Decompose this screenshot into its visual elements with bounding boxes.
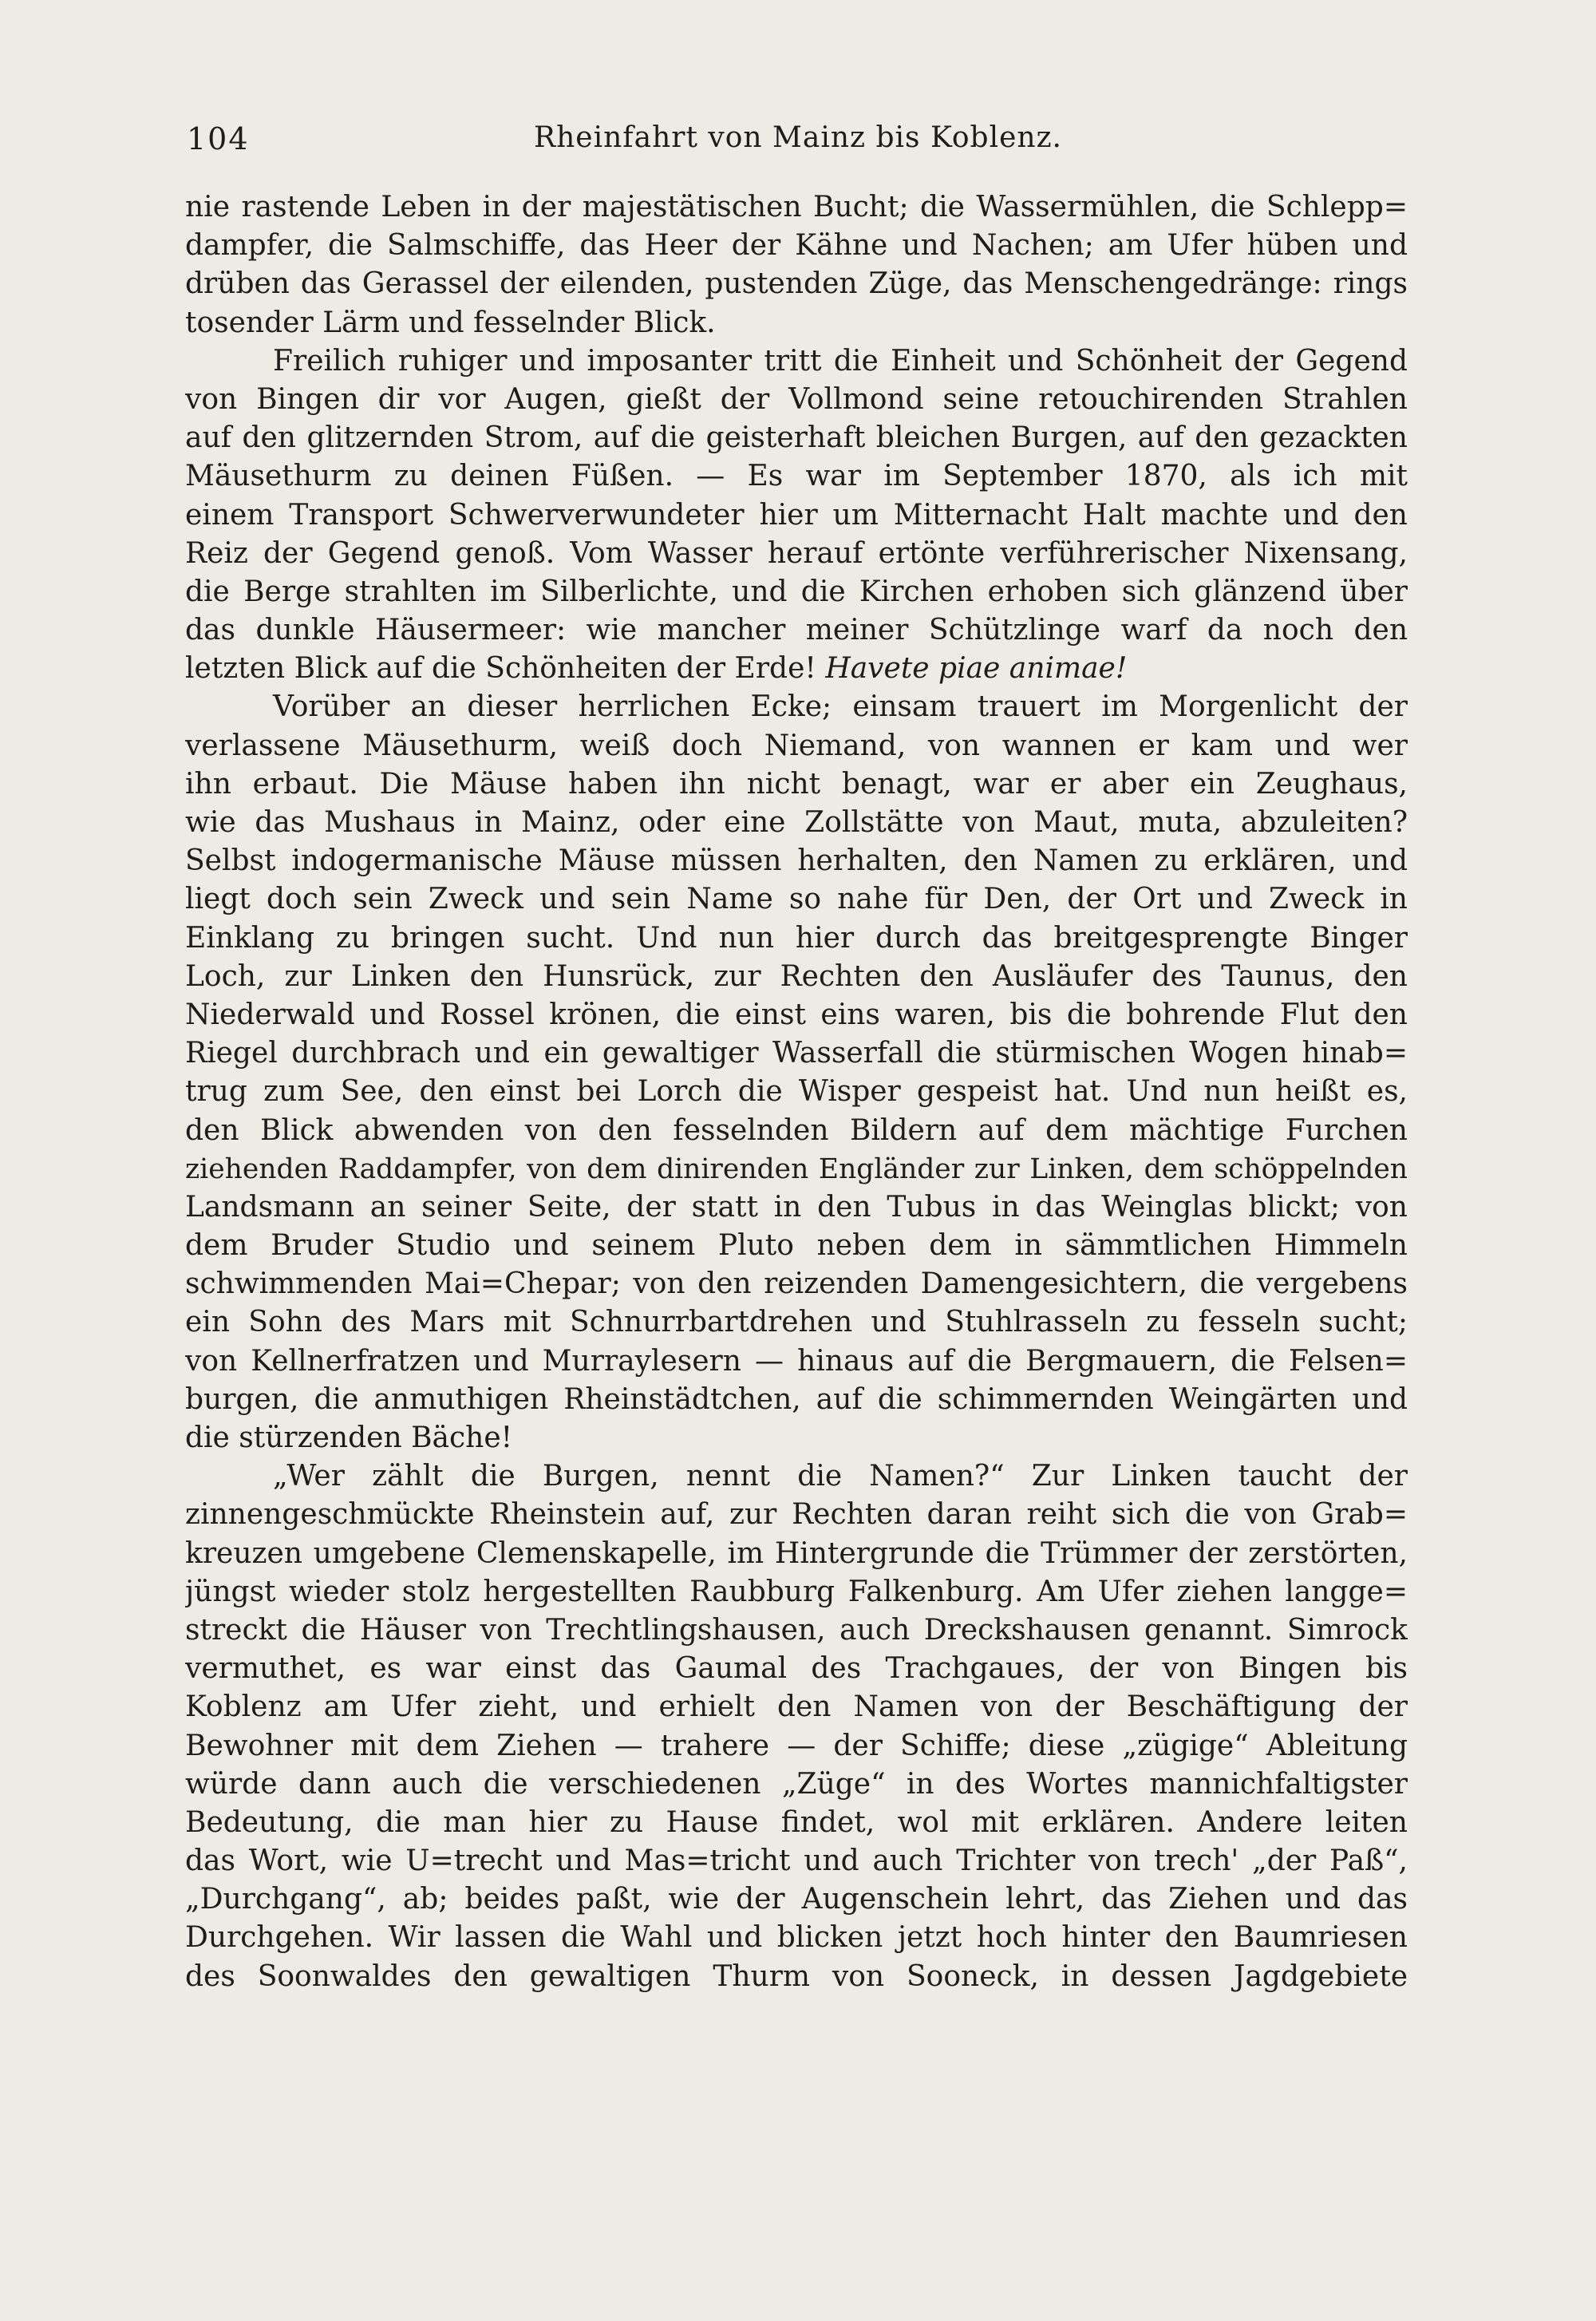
- line-text: ziehenden Raddampfer, von dem dinirenden Engländer zur Linken, dem schöppelnden: [185, 1153, 1408, 1185]
- line-text: Freilich ruhiger und imposanter tritt die Einheit und Schönheit der Gegend: [273, 344, 1408, 378]
- line-text: Bewohner mit dem Ziehen — trahere — der Schiffe; diese „zügige“ Ableitung: [185, 1729, 1408, 1762]
- line-text: tosender Lärm und fesselnder Blick.: [185, 306, 716, 339]
- line-text: letzten Blick auf die Schönheiten der Erde!: [185, 652, 816, 686]
- text-line: [185, 1150, 1408, 1188]
- text-line: [185, 688, 1408, 726]
- text-line: [185, 496, 1408, 535]
- line-text: streckt die Häuser von Trechtlingshausen, auch Dreckshausen genannt. Simrock: [185, 1613, 1408, 1647]
- text-line: [185, 1804, 1408, 1842]
- text-line: [185, 1842, 1408, 1880]
- text-line: [185, 342, 1408, 381]
- line-text: Durchgehen. Wir lassen die Wahl und blicken jetzt hoch hinter den Baumriesen: [185, 1921, 1408, 1955]
- text-line: [185, 1419, 1408, 1457]
- line-text: die stürzenden Bäche!: [185, 1421, 513, 1454]
- text-line: [185, 1688, 1408, 1726]
- line-text: würde dann auch die verschiedenen „Züge“ in des Wortes mannichfaltigster: [185, 1767, 1408, 1801]
- text-line: [185, 1573, 1408, 1611]
- text-line: [185, 958, 1408, 996]
- line-text: Mäusethurm zu deinen Füßen. — Es war im September 1870, als ich mit: [185, 460, 1408, 493]
- text-line: [185, 265, 1408, 303]
- line-text: verlassene Mäusethurm, weiß doch Niemand, von wannen er kam und wer: [185, 729, 1408, 762]
- text-line: [185, 1112, 1408, 1150]
- line-text: die Berge strahlten im Silberlichte, und die Kirchen erhoben sich glänzend über: [185, 575, 1408, 608]
- text-line: [185, 1958, 1408, 1996]
- line-text: ihn erbaut. Die Mäuse haben ihn nicht benagt, war er aber ein Zeughaus,: [185, 767, 1408, 801]
- line-text: Reiz der Gegend genoß. Vom Wasser herauf ertönte verführerischer Nixensang,: [185, 536, 1408, 570]
- line-text: Niederwald und Rossel krönen, die einst eins waren, bis die bohrende Flut den: [185, 998, 1408, 1031]
- page-number: 104: [187, 121, 250, 156]
- text-line: [185, 1650, 1408, 1688]
- line-text: trug zum See, den einst bei Lorch die Wisper gespeist hat. Und nun heißt es,: [185, 1075, 1408, 1109]
- text-line: [185, 996, 1408, 1034]
- text-line: [185, 1227, 1408, 1265]
- line-text: Vorüber an dieser herrlichen Ecke; einsam trauert im Morgenlicht der: [273, 690, 1408, 724]
- line-text: auf den glitzernden Strom, auf die geisterhaft bleichen Burgen, auf den gezackten: [185, 421, 1408, 455]
- text-line: [185, 1034, 1408, 1073]
- line-text: Einklang zu bringen sucht. Und nun hier durch das breitgesprengte Binger: [185, 921, 1408, 955]
- text-line: [185, 880, 1408, 919]
- line-text: jüngst wieder stolz hergestellten Raubburg Falkenburg. Am Ufer ziehen langge=: [185, 1575, 1408, 1608]
- text-line: [185, 611, 1408, 650]
- line-text: Riegel durchbrach und ein gewaltiger Wasserfall die stürmischen Wogen hinab=: [185, 1037, 1408, 1070]
- text-line: [185, 727, 1408, 765]
- text-line: [185, 1457, 1408, 1496]
- text-line: [185, 1073, 1408, 1111]
- text-line: [185, 381, 1408, 419]
- text-line: [185, 1303, 1408, 1342]
- line-text: zinnengeschmückte Rheinstein auf, zur Rechten daran reiht sich die von Grab=: [185, 1498, 1408, 1532]
- line-text: das dunkle Häusermeer: wie mancher meiner Schützlinge warf da noch den: [185, 614, 1408, 647]
- text-line: [185, 573, 1408, 611]
- line-text: den Blick abwenden von den fesselnden Bildern auf dem mächtige Furchen: [185, 1113, 1408, 1147]
- text-line: [185, 1727, 1408, 1765]
- text-line: [185, 457, 1408, 496]
- line-text: von Bingen dir vor Augen, gießt der Vollmond seine retouchirenden Strahlen: [185, 382, 1408, 416]
- line-text: des Soonwaldes den gewaltigen Thurm von Sooneck, in dessen Jagdgebiete: [185, 1959, 1408, 1993]
- text-line: [185, 1496, 1408, 1534]
- line-text: ein Sohn des Mars mit Schnurrbartdrehen und Stuhlrasseln zu fesseln sucht;: [185, 1306, 1408, 1339]
- line-text: wie das Mushaus in Mainz, oder eine Zollstätte von Maut, muta, abzuleiten?: [185, 806, 1408, 839]
- line-text: „Wer zählt die Burgen, nennt die Namen?“ Zur Linken taucht der: [273, 1460, 1408, 1493]
- text-line: [185, 919, 1408, 958]
- line-text: kreuzen umgebene Clemenskapelle, im Hintergrunde die Trümmer der zerstörten,: [185, 1536, 1408, 1570]
- text-line: [185, 842, 1408, 880]
- line-text: Bedeutung, die man hier zu Hause findet, wol mit erklären. Andere leiten: [185, 1805, 1408, 1839]
- text-line: [185, 1535, 1408, 1573]
- text-line: [185, 419, 1408, 457]
- line-text: vermuthet, es war einst das Gaumal des Trachgaues, der von Bingen bis: [185, 1652, 1408, 1686]
- page-header: [185, 121, 1411, 169]
- text-line: [185, 1381, 1408, 1419]
- text-line: [185, 765, 1408, 804]
- line-text: von Kellnerfratzen und Murraylesern — hinaus auf die Bergmauern, die Felsen=: [185, 1344, 1408, 1378]
- text-line: [185, 304, 1408, 342]
- text-line: [185, 1611, 1408, 1650]
- text-line: [185, 535, 1408, 573]
- line-text: das Wort, wie U=trecht und Mas=tricht und auch Trichter von trech' „der Paß“,: [185, 1845, 1408, 1878]
- text-line: [185, 1919, 1408, 1957]
- text-line: [185, 650, 1408, 688]
- text-line: [185, 1765, 1408, 1804]
- line-text: Selbst indogermanische Mäuse müssen herhalten, den Namen zu erklären, und: [185, 844, 1408, 878]
- line-text: Loch, zur Linken den Hunsrück, zur Rechten den Ausläufer des Taunus, den: [185, 959, 1408, 993]
- line-text: Landsmann an seiner Seite, der statt in den Tubus in das Weinglas blickt; von: [185, 1190, 1408, 1224]
- line-text: burgen, die anmuthigen Rheinstädtchen, auf die schimmernden Weingärten und: [185, 1382, 1408, 1416]
- text-line: [185, 1188, 1408, 1227]
- running-title: Rheinfahrt von Mainz bis Koblenz.: [534, 121, 1062, 154]
- text-line: [185, 1342, 1408, 1381]
- text-line: [185, 227, 1408, 265]
- text-line: [185, 188, 1408, 227]
- text-line: [185, 1265, 1408, 1303]
- text-line: [185, 804, 1408, 842]
- line-text: dem Bruder Studio und seinem Pluto neben dem in sämmtlichen Himmeln: [185, 1229, 1408, 1263]
- line-text: nie rastende Leben in der majestätischen Bucht; die Wassermühlen, die Schlepp=: [185, 191, 1408, 223]
- text-line: [185, 1880, 1408, 1919]
- line-text: einem Transport Schwerverwundeter hier um Mitternacht Halt machte und den: [185, 498, 1408, 532]
- line-text: schwimmenden Mai=Chepar; von den reizenden Damengesichtern, die vergebens: [185, 1267, 1408, 1301]
- line-text: drüben das Gerassel der eilenden, pustenden Züge, das Menschengedränge: rings: [185, 267, 1408, 301]
- body-text: [185, 188, 1408, 1996]
- latin-phrase: Havete piae animae!: [825, 652, 1128, 686]
- line-text: liegt doch sein Zweck und sein Name so nahe für Den, der Ort und Zweck in: [185, 883, 1408, 916]
- line-text: dampfer, die Salmschiffe, das Heer der Kähne und Nachen; am Ufer hüben und: [185, 229, 1408, 263]
- line-text: „Durchgang“, ab; beides paßt, wie der Augenschein lehrt, das Ziehen und das: [185, 1883, 1408, 1916]
- line-text: Koblenz am Ufer zieht, und erhielt den Namen von der Beschäftigung der: [185, 1690, 1408, 1724]
